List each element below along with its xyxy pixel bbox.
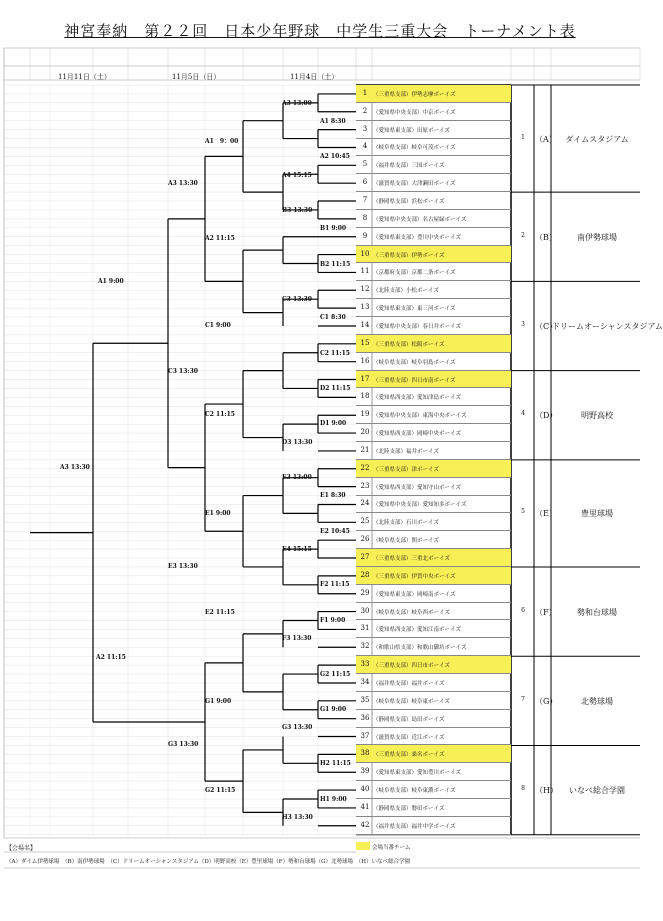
team-row bbox=[356, 567, 511, 585]
match-label: E4 15:15 bbox=[282, 546, 312, 553]
team-name: （愛知県中央支部）中京ボーイズ bbox=[373, 109, 456, 116]
venue-no: 3 bbox=[521, 320, 525, 328]
venue-no: 4 bbox=[521, 410, 525, 418]
match-label: B1 9:00 bbox=[320, 225, 347, 232]
team-number: 6 bbox=[362, 178, 368, 187]
team-row bbox=[356, 781, 511, 799]
match-label: C3 13:30 bbox=[168, 368, 198, 375]
team-number: 30 bbox=[360, 606, 370, 615]
team-row bbox=[356, 496, 511, 514]
team-number: 4 bbox=[362, 142, 368, 151]
team-row bbox=[356, 638, 511, 656]
team-number: 7 bbox=[362, 196, 368, 205]
team-name: （北陸支部）福井ボーイズ bbox=[373, 448, 439, 455]
venue-name: 明野高校 bbox=[581, 411, 613, 421]
team-number: 15 bbox=[360, 338, 370, 347]
team-name: （和歌山県支部）和歌山御坊ボーイズ bbox=[373, 645, 467, 652]
match-label: C2 11:15 bbox=[320, 350, 350, 357]
match-label: B3 13:30 bbox=[282, 207, 313, 214]
team-name: （愛知県中央支部）東海中央ボーイズ bbox=[373, 413, 467, 420]
team-number: 16 bbox=[360, 356, 370, 365]
match-label: A4 15:15 bbox=[282, 172, 312, 179]
team-row bbox=[356, 156, 511, 174]
team-name: （岐阜県支部）岐阜可茂ボーイズ bbox=[373, 145, 456, 152]
team-number: 38 bbox=[360, 749, 370, 758]
venue-no: 5 bbox=[521, 508, 525, 516]
match-label: E2 11:15 bbox=[205, 609, 235, 616]
team-name: （愛知県中央支部）春日井ボーイズ bbox=[373, 323, 461, 330]
team-row bbox=[356, 478, 511, 496]
team-row bbox=[356, 531, 511, 549]
team-name: （愛知県西支部）愛知津島ボーイズ bbox=[373, 395, 461, 402]
team-name: （三重県支部）四日市ボーイズ bbox=[373, 663, 450, 670]
team-name: （愛知県西支部）愛知江南ボーイズ bbox=[373, 627, 461, 634]
team-row bbox=[356, 335, 511, 353]
team-number: 3 bbox=[362, 124, 368, 133]
team-number: 32 bbox=[360, 642, 370, 651]
team-name: （福井県支部）福井中学ボーイズ bbox=[373, 823, 456, 830]
team-name: （北陸支部）石川ボーイズ bbox=[373, 520, 439, 527]
team-row bbox=[356, 621, 511, 639]
legend-title: 【会場名】 bbox=[6, 845, 37, 852]
team-name: （愛知県東支部）豊川中央ボーイズ bbox=[373, 234, 461, 241]
team-number: 8 bbox=[362, 213, 368, 222]
match-label: D1 9:00 bbox=[320, 420, 347, 427]
team-row bbox=[356, 299, 511, 317]
team-name: （静岡県支部）島田ボーイズ bbox=[373, 716, 445, 723]
team-row bbox=[356, 799, 511, 817]
team-number: 1 bbox=[362, 88, 368, 97]
team-row bbox=[356, 228, 511, 246]
team-name: （福井県支部）福井ボーイズ bbox=[373, 680, 445, 687]
match-label: H3 13:30 bbox=[282, 814, 313, 821]
match-label: A1 9：00 bbox=[205, 138, 239, 145]
venue-code: （H） bbox=[535, 786, 558, 796]
team-name: （岐阜県支部）岐阜西ボーイズ bbox=[373, 609, 450, 616]
team-number: 22 bbox=[360, 463, 370, 472]
team-row bbox=[356, 674, 511, 692]
team-number: 40 bbox=[360, 785, 370, 794]
team-number: 26 bbox=[360, 535, 370, 544]
team-name: （滋賀県支部）大津瀬田ボーイズ bbox=[373, 181, 456, 188]
match-label: A2 11:15 bbox=[96, 654, 126, 661]
team-name: （岐阜県支部）岐阜羽島ボーイズ bbox=[373, 359, 456, 366]
venue-name: 豊里球場 bbox=[581, 509, 613, 519]
venue-name: ダイムスタジアム bbox=[565, 134, 629, 144]
match-label: E3 13:00 bbox=[282, 474, 312, 481]
team-row bbox=[356, 763, 511, 781]
match-label: F1 9:00 bbox=[320, 617, 346, 624]
match-label: E1 8:30 bbox=[320, 492, 346, 499]
venue-code: （F） bbox=[535, 607, 557, 617]
match-label: A1 9:00 bbox=[98, 278, 124, 285]
team-name: （愛知県西支部）岡崎中央ボーイズ bbox=[373, 431, 461, 438]
team-number: 24 bbox=[360, 499, 370, 508]
team-number: 36 bbox=[360, 713, 370, 722]
team-row bbox=[356, 656, 511, 674]
venue-code: （B） bbox=[535, 232, 557, 242]
team-number: 41 bbox=[360, 802, 370, 811]
match-label: C1 8:30 bbox=[320, 314, 346, 321]
legend-swatch bbox=[356, 842, 370, 850]
team-row bbox=[356, 728, 511, 746]
match-label: D3 13:30 bbox=[282, 439, 313, 446]
match-label: E1 9:00 bbox=[205, 510, 231, 517]
legend-swatch-label: 会場当番チーム bbox=[372, 845, 411, 851]
team-number: 14 bbox=[360, 320, 370, 329]
team-number: 17 bbox=[360, 374, 370, 383]
team-number: 31 bbox=[360, 624, 370, 633]
team-row bbox=[356, 281, 511, 299]
team-row bbox=[356, 264, 511, 282]
team-row bbox=[356, 817, 511, 835]
team-number: 34 bbox=[360, 677, 370, 686]
team-name: （愛知県東支部）田原ボーイズ bbox=[373, 127, 450, 134]
match-label: E3 13:30 bbox=[168, 563, 198, 570]
team-number: 9 bbox=[362, 231, 368, 240]
venue-no: 2 bbox=[521, 231, 525, 239]
match-label: B2 11:15 bbox=[320, 261, 351, 268]
match-label: G1 9:00 bbox=[320, 706, 347, 713]
date-final: 11月11日（土） bbox=[58, 73, 111, 81]
team-number: 35 bbox=[360, 695, 370, 704]
team-name: （愛知県中央支部）名古屋緑ボーイズ bbox=[373, 216, 467, 223]
date-round-2: 11月5日（日） bbox=[172, 73, 221, 81]
venue-code: （G） bbox=[535, 696, 558, 706]
team-row bbox=[356, 174, 511, 192]
venue-name: 勢和台球場 bbox=[577, 607, 617, 617]
team-row bbox=[356, 246, 511, 264]
team-name: （静岡県支部）浜松ボーイズ bbox=[373, 199, 445, 206]
team-number: 12 bbox=[360, 285, 370, 294]
team-name: （三重県支部）四日市南ボーイズ bbox=[373, 377, 456, 384]
match-label: A3 13:00 bbox=[282, 100, 312, 107]
team-name: （京都府支部）京都二条ボーイズ bbox=[373, 270, 456, 277]
team-row bbox=[356, 371, 511, 389]
team-name: （三重県支部）三重北ボーイズ bbox=[373, 556, 450, 563]
team-number: 5 bbox=[362, 160, 368, 169]
team-name: （三重県支部）桑名ボーイズ bbox=[373, 752, 445, 759]
match-label: F3 13:30 bbox=[282, 635, 312, 642]
match-label: A3 13:30 bbox=[168, 180, 198, 187]
match-label: F2 11:15 bbox=[320, 581, 350, 588]
match-label: A1 8:30 bbox=[320, 118, 346, 125]
team-name: （愛知県東支部）愛知豊川ボーイズ bbox=[373, 770, 461, 777]
team-name: （岐阜県支部）岐阜東濃ボーイズ bbox=[373, 788, 456, 795]
match-label: C2 11:15 bbox=[205, 411, 235, 418]
team-row bbox=[356, 549, 511, 567]
venue-code: （E） bbox=[535, 509, 557, 519]
team-row bbox=[356, 103, 511, 121]
team-name: （三重県支部）伊勢ボーイズ bbox=[373, 252, 445, 259]
venue-code: （C） bbox=[535, 321, 558, 331]
team-row bbox=[356, 210, 511, 228]
team-row bbox=[356, 388, 511, 406]
team-name: （岐阜県支部）関ボーイズ bbox=[373, 538, 439, 545]
venue-name: いなべ総合学園 bbox=[569, 786, 625, 796]
team-number: 11 bbox=[360, 267, 370, 276]
venue-name: 北勢球場 bbox=[581, 696, 613, 706]
team-name: （北陸支部）小松ボーイズ bbox=[373, 288, 439, 295]
venue-no: 6 bbox=[521, 606, 525, 614]
team-number: 18 bbox=[360, 392, 370, 401]
match-label: G2 11:15 bbox=[320, 671, 351, 678]
team-number: 13 bbox=[360, 303, 370, 312]
match-label: A2 11:15 bbox=[205, 235, 235, 242]
legend-venues: （A）ダイム伊勢球場 （B）南伊勢球場 （C）ドリームオーシャンスタジアム（D）明野高校（E）豊里球場（F）勢和台球場（G）北勢球場 （H）いなべ総合学園 bbox=[6, 859, 411, 865]
team-row bbox=[356, 710, 511, 728]
team-number: 39 bbox=[360, 767, 370, 776]
team-row bbox=[356, 460, 511, 478]
team-name: （三重県支部）津ボーイズ bbox=[373, 466, 439, 473]
team-number: 37 bbox=[360, 731, 370, 740]
team-row bbox=[356, 85, 511, 103]
venue-no: 8 bbox=[521, 785, 525, 793]
team-number: 21 bbox=[360, 445, 370, 454]
team-row bbox=[356, 406, 511, 424]
team-row bbox=[356, 121, 511, 139]
match-label: A3 13:30 bbox=[60, 464, 90, 471]
team-row bbox=[356, 603, 511, 621]
team-name: （三重県支部）伊勢志摩ボーイズ bbox=[373, 91, 456, 98]
team-row bbox=[356, 192, 511, 210]
team-row bbox=[356, 353, 511, 371]
team-number: 33 bbox=[360, 660, 370, 669]
team-name: （福井県支部）三国ボーイズ bbox=[373, 163, 445, 170]
match-label: H1 9:00 bbox=[320, 796, 347, 803]
venue-no: 1 bbox=[521, 133, 525, 141]
team-number: 2 bbox=[362, 106, 368, 115]
team-row bbox=[356, 692, 511, 710]
match-label: G1 9:00 bbox=[205, 698, 232, 705]
team-row bbox=[356, 745, 511, 763]
page-title-text: 神宮奉納 第２２回 日本少年野球 中学生三重大会 トーナメント表 bbox=[64, 22, 576, 40]
match-label: C3 13:30 bbox=[282, 296, 312, 303]
match-label: E2 10:45 bbox=[320, 528, 350, 535]
team-number: 20 bbox=[360, 428, 370, 437]
match-label: G2 11:15 bbox=[205, 787, 236, 794]
team-row bbox=[356, 585, 511, 603]
team-name: （静岡県支部）磐田ボーイズ bbox=[373, 805, 445, 812]
venue-no: 7 bbox=[521, 695, 525, 703]
match-label: A2 10:45 bbox=[320, 153, 350, 160]
team-row bbox=[356, 317, 511, 335]
match-label: D2 11:15 bbox=[320, 385, 351, 392]
match-label: C1 9:00 bbox=[205, 322, 231, 329]
team-row bbox=[356, 513, 511, 531]
team-number: 23 bbox=[360, 481, 370, 490]
team-name: （三重県支部）伊賀中央ボーイズ bbox=[373, 573, 456, 580]
venue-code: （D） bbox=[535, 411, 558, 421]
team-number: 29 bbox=[360, 588, 370, 597]
team-name: （三重県支部）松阪ボーイズ bbox=[373, 341, 445, 348]
team-number: 42 bbox=[360, 820, 370, 829]
venue-name: 南伊勢球場 bbox=[577, 232, 617, 242]
team-name: （愛知県中央支部）愛知知多ボーイズ bbox=[373, 502, 467, 509]
venue-name: ドリームオーシャンスタジアム bbox=[552, 321, 663, 331]
team-row bbox=[356, 139, 511, 157]
team-number: 19 bbox=[360, 410, 370, 419]
team-number: 28 bbox=[360, 570, 370, 579]
team-number: 25 bbox=[360, 517, 370, 526]
team-row bbox=[356, 424, 511, 442]
team-number: 27 bbox=[360, 553, 370, 562]
match-label: G3 13:30 bbox=[168, 741, 199, 748]
match-label: G3 13:30 bbox=[282, 724, 313, 731]
team-name: （愛知県東支部）東三河ボーイズ bbox=[373, 306, 456, 313]
team-name: （愛知県西支部）愛知守山ボーイズ bbox=[373, 484, 461, 491]
match-label: H2 11:15 bbox=[320, 760, 351, 767]
team-name: （岐阜県支部）岐阜東ボーイズ bbox=[373, 698, 450, 705]
team-number: 10 bbox=[360, 249, 370, 258]
team-row bbox=[356, 442, 511, 460]
team-name: （滋賀県支部）近江ボーイズ bbox=[373, 734, 445, 741]
date-round-1: 11月4日（土） bbox=[290, 73, 339, 81]
venue-code: （A） bbox=[535, 134, 557, 144]
team-name: （愛知県東支部）岡崎南ボーイズ bbox=[373, 591, 456, 598]
